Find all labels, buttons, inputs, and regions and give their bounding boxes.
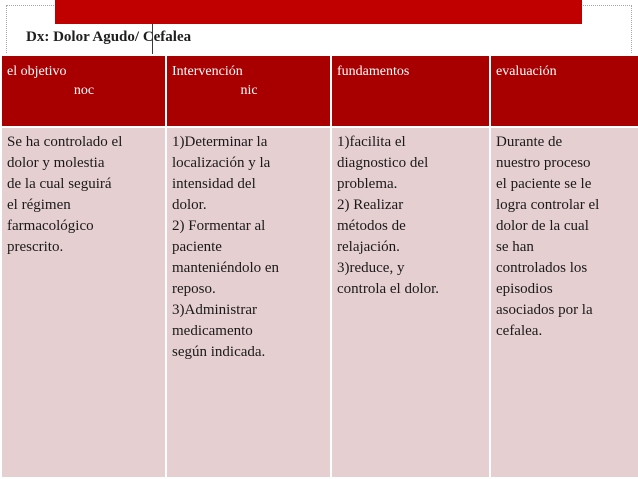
header-objetivo xyxy=(1,55,166,127)
header-objetivo-title: el objetivo xyxy=(7,64,67,79)
cell-evaluacion: Durante de nuestro proceso el paciente se le logra controlar el dolor de la cual se han controlados los episodios asociados por la cefalea. xyxy=(490,127,638,478)
header-fundamentos-title: fundamentos xyxy=(337,64,410,79)
header-evaluacion-title: evaluación xyxy=(496,64,557,79)
title-banner xyxy=(55,0,582,24)
cell-objetivo: Se ha controlado el dolor y molestia de la cual seguirá el régimen farmacológico prescrito. xyxy=(1,127,166,478)
header-intervencion xyxy=(166,55,331,127)
header-intervencion-title: Intervención xyxy=(172,64,243,79)
header-evaluacion xyxy=(490,55,638,127)
header-objetivo-sub: noc xyxy=(73,83,95,98)
header-fundamentos xyxy=(331,55,490,127)
cell-intervencion: 1)Determinar la localización y la intensidad del dolor. 2) Formentar al paciente manteniéndolo en reposo. 3)Administrar medicamento según indicada. xyxy=(166,127,331,478)
header-row xyxy=(1,55,638,127)
care-plan-table xyxy=(0,54,638,479)
header-intervencion-sub: nic xyxy=(240,83,258,98)
diagnosis-title: Dx: Dolor Agudo/ Cefalea xyxy=(26,29,192,45)
cell-fundamentos: 1)facilita el diagnostico del problema. 2) Realizar métodos de relajación. 3)reduce, y controla el dolor. xyxy=(331,127,490,478)
table-row xyxy=(1,127,638,478)
